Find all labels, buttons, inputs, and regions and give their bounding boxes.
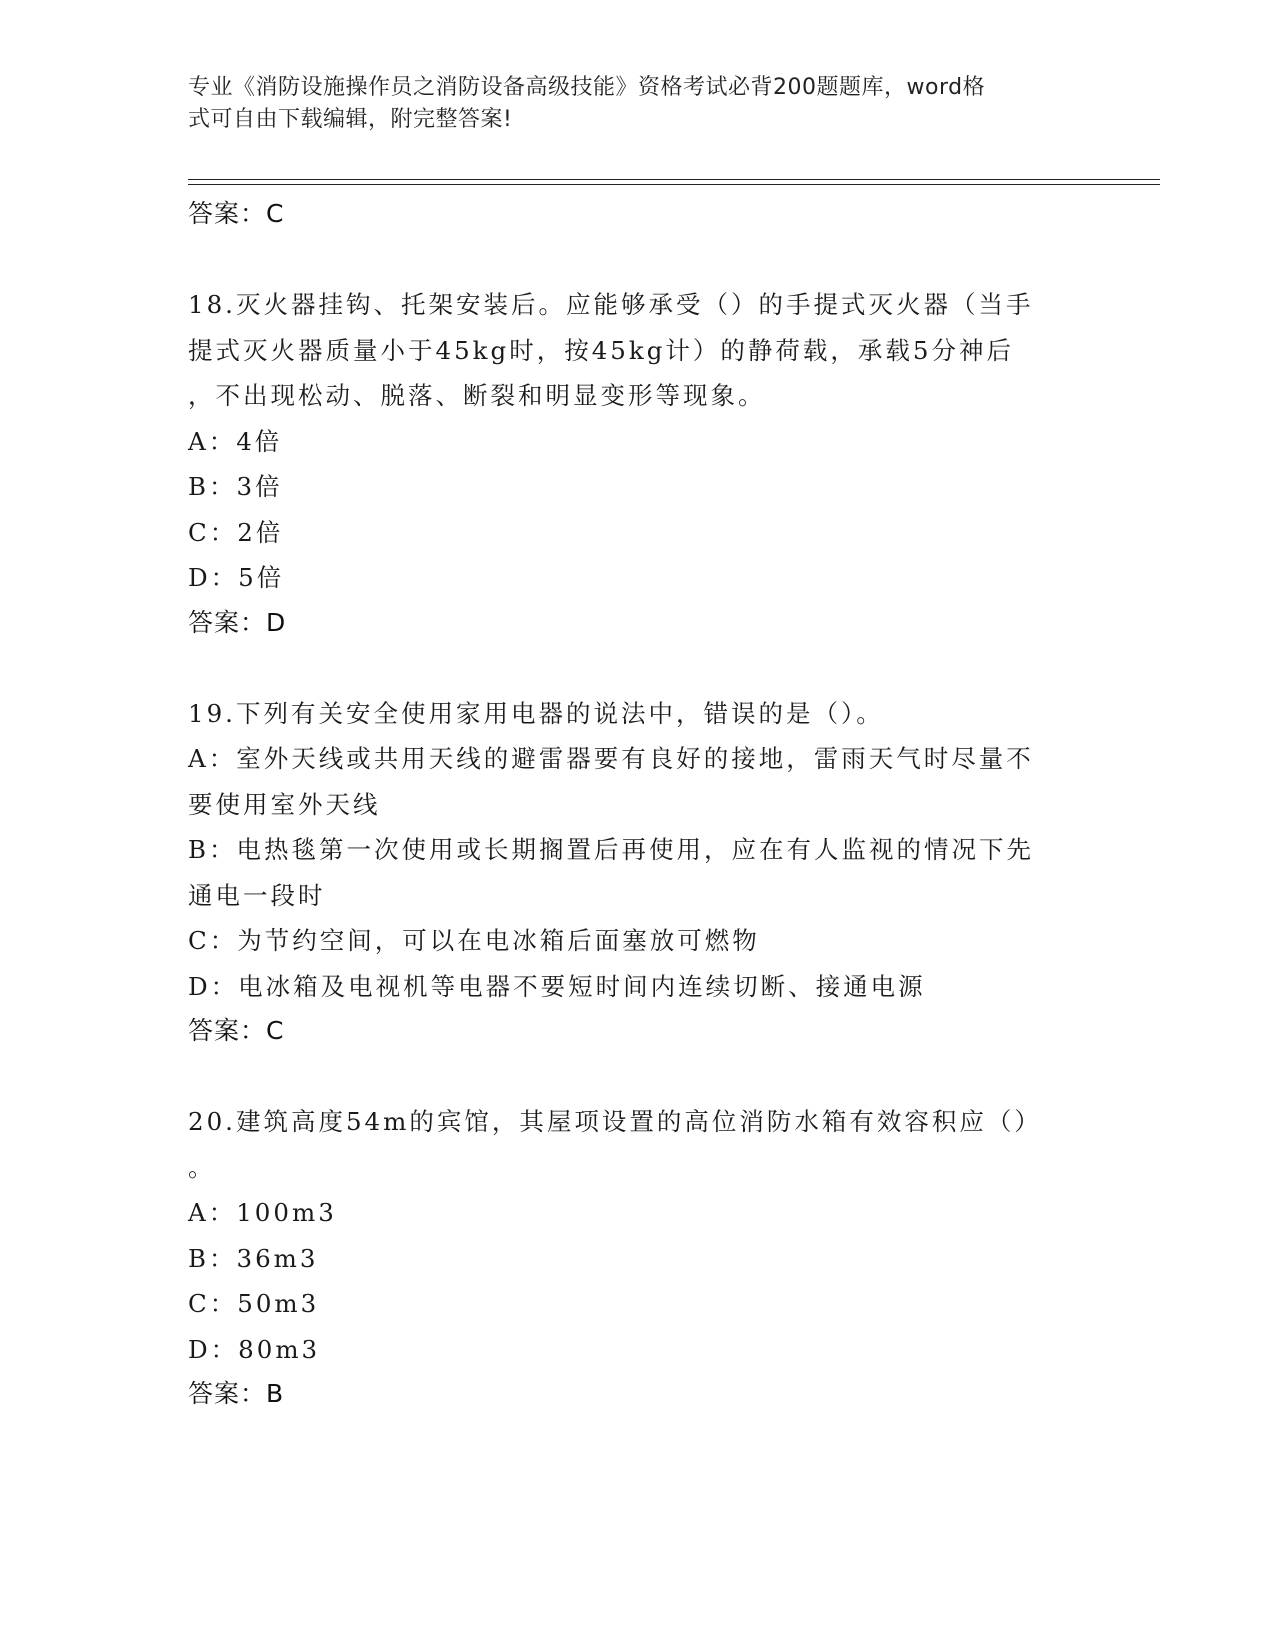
- question-text-line: 提式灭火器质量小于45kg时，按45kg计）的静荷载，承载5分神后: [188, 335, 1014, 365]
- option-b: B：3倍: [188, 472, 283, 501]
- header-line-1: 专业《消防设施操作员之消防设备高级技能》资格考试必背200题题库，word格: [188, 75, 986, 100]
- option-d: D：电冰箱及电视机等电器不要短时间内连续切断、接通电源: [188, 971, 926, 1001]
- option-c: C：为节约空间，可以在电冰箱后面塞放可燃物: [188, 926, 760, 955]
- option-d: D：80m3: [188, 1334, 321, 1364]
- question-19: [188, 691, 1088, 1054]
- option-b: B：电热毯第一次使用或长期搁置后再使用，应在有人监视的情况下先: [188, 835, 1035, 864]
- document-header: [188, 72, 1068, 136]
- header-divider-bottom: [188, 184, 1160, 185]
- question-text-line: 19.下列有关安全使用家用电器的说法中，错误的是（）。: [188, 698, 884, 728]
- option-a: A：100m3: [188, 1198, 337, 1227]
- question-text-line: 18.灭火器挂钩、托架安装后。应能够承受（）的手提式灭火器（当手: [188, 290, 1034, 319]
- answer: 答案：B: [188, 1379, 285, 1408]
- option-b: B：36m3: [188, 1243, 319, 1273]
- question-18: [188, 282, 1088, 645]
- header-line-2: 式可自由下载编辑，附完整答案!: [188, 107, 513, 132]
- option-b-continued: 通电一段时: [188, 880, 326, 910]
- question-text-line: 。: [188, 1152, 216, 1182]
- header-divider-top: [188, 179, 1160, 180]
- option-d: D：5倍: [188, 563, 285, 592]
- answer: 答案：C: [188, 1016, 285, 1045]
- previous-answer: 答案：C: [188, 199, 285, 228]
- option-c: C：50m3: [188, 1289, 320, 1318]
- option-a: A：室外天线或共用天线的避雷器要有良好的接地，雷雨天气时尽量不: [188, 744, 1034, 773]
- option-a: A：4倍: [188, 426, 283, 456]
- option-c: C：2倍: [188, 517, 284, 547]
- question-20: [188, 1099, 1088, 1416]
- answer: 答案：D: [188, 607, 287, 637]
- option-a-continued: 要使用室外天线: [188, 789, 381, 819]
- question-text-line: 20.建筑高度54m的宾馆，其屋项设置的高位消防水箱有效容积应（）: [188, 1107, 1042, 1136]
- document-body: [188, 192, 1088, 1416]
- question-text-line: ，不出现松动、脱落、断裂和明显变形等现象。: [188, 381, 766, 410]
